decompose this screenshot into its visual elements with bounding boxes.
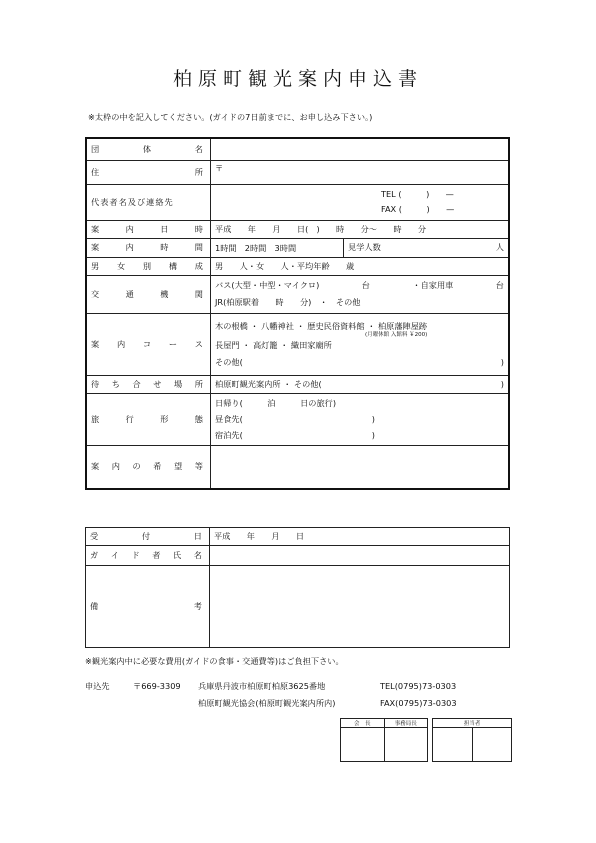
group-name-label: 団 体 名 xyxy=(86,138,211,160)
address-label: 住 所 xyxy=(86,160,211,184)
contact-label: 申込先 xyxy=(85,681,110,691)
page-title: 柏原町観光案内申込書 xyxy=(172,68,423,90)
duration-options[interactable]: 1時間 2時間 3時間 xyxy=(211,239,344,257)
received-label: 受 付 日 xyxy=(86,528,210,546)
transport-label: 交 通 機 関 xyxy=(86,275,211,313)
travel-field[interactable]: 日帰り( 泊 日の旅行) 昼食先( ) 宿泊先( ) xyxy=(211,393,510,445)
stamp-box-secretary[interactable] xyxy=(384,728,428,762)
group-name-field[interactable] xyxy=(211,138,510,160)
travel-label: 旅 行 形 態 xyxy=(86,393,211,445)
meeting-field[interactable]: 柏原町観光案内所 ・ その他( ) xyxy=(211,375,510,393)
stamp-header-secretary: 事務局長 xyxy=(384,719,428,728)
gender-label: 男 女 別 構 成 xyxy=(86,257,211,275)
contact-postal: 〒669-3309 xyxy=(133,681,181,691)
course-field[interactable]: 木の根橋 ・ 八幡神社 ・ 歴史民俗資料館 ・ 柏原藩陣屋跡 (月曜休館 入館料 ￥200) 長屋門 ・ 高灯籠 ・ 織田家廟所 その他( ) xyxy=(211,313,510,375)
postal-mark: 〒 xyxy=(215,162,224,173)
meeting-label: 待 ち 合 せ 場 所 xyxy=(86,375,211,393)
duration-field[interactable] xyxy=(211,238,510,257)
duration-label: 案 内 時 間 xyxy=(86,238,211,257)
datetime-field[interactable]: 平成 年 月 日( ) 時 分～ 時 分 xyxy=(211,220,510,238)
stamp-box-chairman[interactable] xyxy=(341,728,385,762)
contact-org: 柏原町観光協会(柏原町観光案内所内) xyxy=(198,698,336,708)
application-form xyxy=(85,137,510,490)
contact-fax: FAX(0795)73-0303 xyxy=(380,698,457,708)
stamp-header-staff: 担当者 xyxy=(433,719,512,728)
course-label: 案 内 コ ー ス xyxy=(86,313,211,375)
tel-field[interactable]: TEL ( ) — xyxy=(381,189,454,199)
stamp-box-staff-1[interactable] xyxy=(433,728,472,762)
tour-count-label: 見学人数 xyxy=(348,242,381,252)
remarks-field[interactable] xyxy=(210,566,510,648)
stamp-header-chairman: 会 長 xyxy=(341,719,385,728)
stamp-box-staff-2[interactable] xyxy=(472,728,511,762)
fax-field[interactable]: FAX ( ) — xyxy=(381,204,455,214)
guide-label: ガ イ ド 者 氏 名 xyxy=(86,546,210,566)
people-unit: 人 xyxy=(495,242,504,252)
received-field[interactable]: 平成 年 月 日 xyxy=(210,528,510,546)
guide-field[interactable] xyxy=(210,546,510,566)
approval-stamp-table xyxy=(340,718,512,762)
office-use-table xyxy=(85,527,510,648)
datetime-label: 案 内 日 時 xyxy=(86,220,211,238)
address-field[interactable] xyxy=(211,160,510,184)
requests-field[interactable] xyxy=(211,445,510,489)
requests-label: 案 内 の 希 望 等 xyxy=(86,445,211,489)
instruction-text: ※太枠の中を記入してください。(ガイドの7日前までに、お申し込み下さい。) xyxy=(88,112,373,122)
gender-field[interactable]: 男 人・女 人・平均年齢 歳 xyxy=(211,257,510,275)
remarks-label: 備 考 xyxy=(86,566,210,648)
footer-note: ※観光案内中に必要な費用(ガイドの食事・交通費等)はご負担下さい。 xyxy=(85,656,344,666)
contact-tel: TEL(0795)73-0303 xyxy=(380,681,457,691)
contact-address: 兵庫県丹波市柏原町柏原3625番地 xyxy=(198,681,326,691)
transport-field[interactable]: バス(大型・中型・マイクロ) 台 ・自家用車 台 JR(柏原駅着 時 分) ・ その他 xyxy=(211,275,510,313)
representative-field[interactable] xyxy=(211,184,510,220)
representative-label: 代表者名及び連絡先 xyxy=(86,184,211,220)
